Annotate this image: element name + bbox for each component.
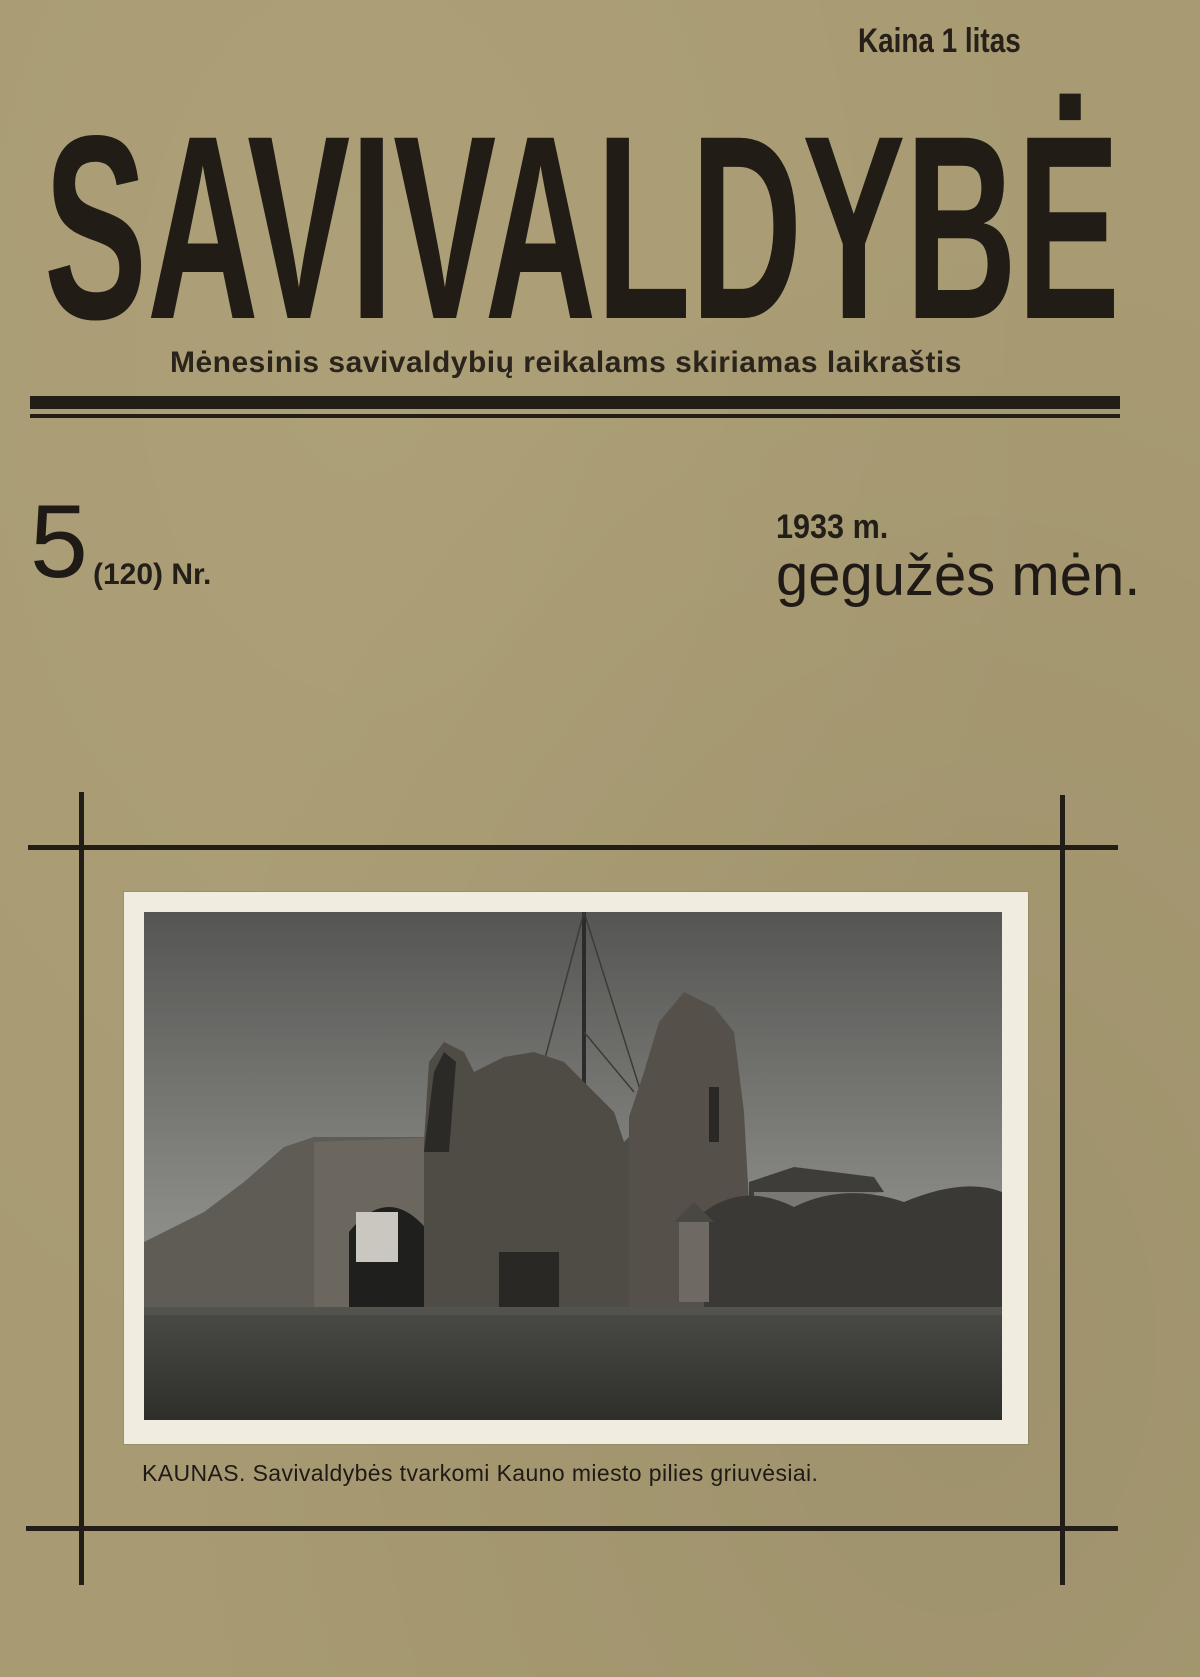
photo-caption: KAUNAS. Savivaldybės tvarkomi Kauno miesto pilies griuvėsiai. — [142, 1460, 819, 1486]
issue-month: gegužės mėn. — [776, 543, 1141, 608]
frame-top-line — [28, 845, 1118, 850]
frame-right-line — [1060, 795, 1065, 1585]
issue-year: 1933 m. — [776, 508, 889, 546]
issue-number: 5 — [30, 484, 88, 600]
frame-left-line — [79, 792, 84, 1585]
subtitle: Mėnesinis savivaldybių reikalams skiriamas laikraštis — [170, 346, 962, 379]
castle-ruins-photo — [144, 912, 1002, 1420]
price-label: Kaina 1 litas — [858, 22, 1021, 60]
header-rule-thick — [30, 396, 1120, 409]
photo-card — [124, 892, 1028, 1444]
frame-bottom-line — [26, 1526, 1118, 1531]
issue-subnumber: (120) Nr. — [93, 558, 212, 591]
masthead-title — [42, 60, 1122, 330]
masthead-text: SAVIVALDYBĖ — [44, 81, 1120, 330]
header-rule-thin — [30, 414, 1120, 418]
